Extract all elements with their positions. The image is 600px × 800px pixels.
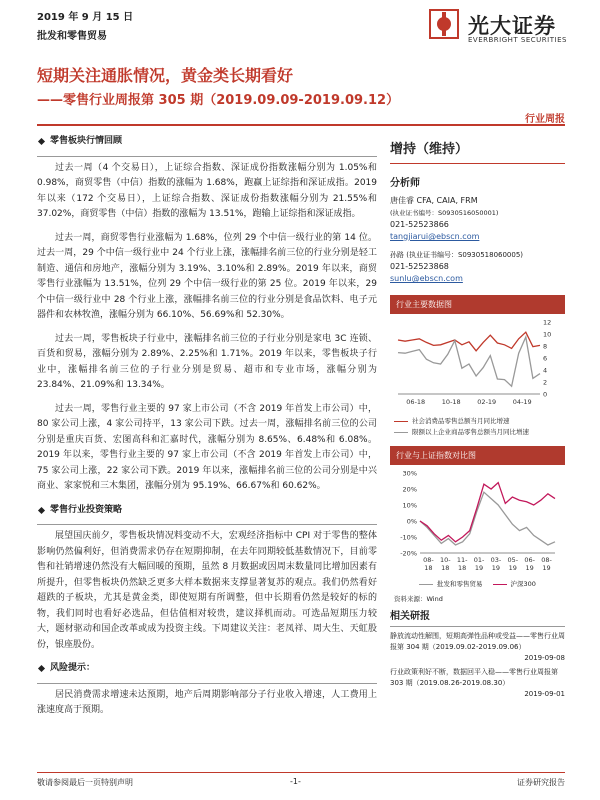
y-tick-label: 12	[543, 318, 552, 327]
x-tick-label: 08-	[423, 556, 434, 564]
main-column	[37, 130, 377, 727]
footer-report-type: 证券研究报告	[517, 778, 565, 787]
chart-title: 行业主要数据图	[390, 295, 565, 314]
x-tick-label: 05-	[507, 556, 519, 564]
series-line	[420, 483, 555, 542]
industry-label: 批发和零售贸易	[37, 31, 107, 42]
footer-disclaimer-note: 敬请参阅最后一页特别声明	[37, 778, 133, 787]
header-divider	[37, 124, 565, 126]
legend-swatch	[394, 432, 408, 433]
legend-swatch	[493, 584, 507, 585]
analyst-cert: (执业证书编号：S0930516050001)	[390, 209, 499, 217]
x-tick-label: 19	[508, 564, 517, 572]
section-divider	[37, 156, 377, 157]
x-tick-label: 18	[441, 564, 450, 572]
related-heading: 相关研报	[390, 611, 430, 622]
paragraph: 过去一周（4 个交易日），上证综合指数、深证成份指数涨幅分别为 1.05%和 0.98%，商贸零售（中信）指数的涨幅为 1.68%，跑赢上证综指和深证成指。2019 年以来（172 个交易日），上证综合指数、深证成份指数涨幅分别为 21.55%和 37.02%，商贸零售（中信）指数的涨幅为 13.51%，跑输上证综指和深证成指。	[37, 162, 377, 219]
page-number: -1-	[290, 777, 301, 786]
y-tick-label: 2	[543, 378, 548, 387]
section-divider	[37, 683, 377, 684]
related-item[interactable]	[390, 667, 565, 700]
chart-index-comparison	[390, 446, 565, 603]
y-tick-label: 20%	[402, 485, 417, 494]
legend-swatch	[419, 584, 433, 585]
y-tick-label: 8	[543, 342, 548, 351]
series-line	[398, 337, 540, 386]
paragraph: 居民消费需求增速未达预期，地产后周期影响部分子行业收入增速，人工费用上涨速度高于预期。	[37, 689, 377, 715]
y-tick-label: 0%	[406, 517, 417, 526]
related-title-link[interactable]: 静放流动性解围，短期高弹性品种或受益——零售行业周报第 304 期（2019.09.02-2019.09.06）	[390, 632, 565, 651]
report-subtitle: ——零售行业周报第 305 期（2019.09.09-2019.09.12）	[37, 93, 400, 108]
paragraph: 展望国庆前夕，零售板块情况料变动不大，宏观经济指标中 CPI 对于零售的整体影响仍然偏利好，但消费需求仍存在短期抑制，在去年同期较低基数情况下，目前零售和社销增速仍然没有大幅回暖的预期，虽然 8 月数据或因周末数量同比增加因素有所提升，但零售板块仍然缺乏更多大样本数据来支撑显著复苏的观点。我们仍然看好超跌的子板块，尤其是黄金类，即使短期有所调整，但中长期看仍然是较好的标的物，我们同时也看好必选品，但估值相对较贵，建议择机而动。可选品短期压力较大，题材驱动和国企改革或成为投资主线。下周建议关注：老凤祥、周大生、天虹股份，银座股份。	[37, 531, 377, 650]
section-strategy	[37, 503, 377, 654]
analyst-1	[390, 195, 565, 243]
legend-item: 批发和零售贸易	[419, 579, 483, 590]
related-date: 2019-09-08	[524, 654, 565, 662]
report-type: 行业周报	[525, 114, 565, 125]
everbright-logo-icon	[428, 8, 460, 40]
chart-industry-data-plot	[390, 314, 565, 414]
section-market-review	[37, 134, 377, 495]
legend-swatch	[394, 421, 408, 422]
section-heading: 零售行业投资策略	[37, 503, 377, 519]
x-tick-label: 01-	[473, 556, 485, 564]
analyst-email-link[interactable]: tangjiarui@ebscn.com	[390, 232, 480, 241]
sidebar	[390, 130, 565, 700]
sidebar-divider	[390, 163, 565, 164]
analyst-phone: 021-52523866	[390, 220, 449, 229]
report-date: 2019 年 9 月 15 日	[37, 12, 134, 23]
footer-divider	[37, 772, 565, 773]
related-item[interactable]	[390, 631, 565, 664]
x-tick-label: 08-	[541, 556, 552, 564]
x-tick-label: 19	[525, 564, 534, 572]
section-risk	[37, 661, 377, 719]
x-tick-label: 19	[491, 564, 501, 572]
x-tick-label: 04-19	[512, 398, 532, 406]
analyst-phone: 021-52523868	[390, 262, 449, 271]
analyst-email-link[interactable]: sunlu@ebscn.com	[390, 274, 463, 283]
paragraph: 过去一周，商贸零售行业涨幅为 1.68%，位列 29 个中信一级行业的第 14 位。过去一周，29 个中信一级行业中 24 个行业上涨，涨幅排名前三位的行业分别是轻工制造、通信和房地产，涨幅分别为 3.19%、3.10%和 2.89%。2019 年以来，商贸零售行业涨幅为 13.51%，位列 29 个中信一级行业的第 25 位。2019 年以来，29 个中信一级行业中 28 个行业上涨，涨幅排名前三位的行业分别是食品饮料、电子元器件和农林牧渔，涨幅分别为 66.10%、56.69%和 52.30%。	[37, 232, 377, 320]
series-line	[420, 492, 555, 545]
x-tick-label: 11-	[456, 556, 468, 564]
analyst-name: 孙路 (执业证书编号：S0930518060005)	[390, 251, 524, 259]
y-tick-label: 6	[543, 354, 548, 363]
sidebar-divider	[390, 626, 565, 627]
paragraph: 过去一周，零售板块子行业中，涨幅排名前三位的子行业分别是家电 3C 连锁、百货和贸易，涨幅分别为 2.89%、2.25%和 1.71%。2019 年以来，零售板块子行业中，涨幅排名前三位的子行业分别是贸易、超市和专业市场，涨幅分别为 23.84%、21.09%和 13.34%。	[37, 333, 377, 390]
x-tick-label: 19	[474, 564, 484, 572]
series-line	[398, 332, 540, 351]
x-tick-label: 18	[458, 564, 467, 572]
y-tick-label: -20%	[400, 549, 417, 558]
x-tick-label: 06-18	[406, 398, 426, 406]
x-tick-label: 03-	[490, 556, 502, 564]
x-tick-label: 10-18	[441, 398, 461, 406]
analyst-2	[390, 249, 565, 285]
logo-text-cn: 光大证券	[468, 13, 556, 38]
legend-item: 限额以上企业商品零售总额当月同比增速	[394, 427, 565, 438]
chart-source: 资料来源：Wind	[394, 595, 443, 603]
company-logo	[428, 6, 568, 46]
chart-legend	[390, 579, 565, 590]
analyst-name: 唐佳睿 CFA, CAIA, FRM	[390, 196, 478, 205]
x-tick-label: 06-	[524, 556, 535, 564]
related-title-link[interactable]: 行业政策利好不断，数据回平入稳——零售行业周报第 303 期（2019.08.26-2019.08.30）	[390, 668, 558, 687]
legend-item: 社会消费品零售总额当月同比增速	[394, 416, 565, 427]
paragraph: 过去一周，零售行业主要的 97 家上市公司（不含 2019 年首发上市公司）中，80 家公司上涨，4 家公司持平，13 家公司下跌。过去一周，涨幅排名前三位的公司分别是重庆百货、宏图高科和汇嘉时代，涨幅分别为 8.65%、6.48%和 6.08%。2019 年以来，零售行业主要的 97 家上市公司（不含 2019 年首发上市公司）中，75 家公司上涨，22 家公司下跌。2019 年以来，涨幅排名前三位的公司分别是中兴商业、家家悦和三木集团，涨幅分别为 95.19%、66.67%和 60.62%。	[37, 403, 377, 491]
y-tick-label: -10%	[400, 533, 417, 542]
legend-item: 沪深300	[493, 579, 536, 590]
x-tick-label: 18	[424, 564, 433, 572]
chart-industry-data	[390, 295, 565, 438]
chart-index-comparison-plot	[390, 465, 565, 577]
rating: 增持（维持）	[390, 142, 469, 157]
y-tick-label: 10%	[402, 501, 417, 510]
y-tick-label: 30%	[402, 469, 417, 478]
diamond-bullet-icon	[38, 138, 45, 145]
related-date: 2019-09-01	[524, 690, 565, 698]
section-heading: 零售板块行情回顾	[37, 134, 377, 150]
x-tick-label: 02-19	[477, 398, 497, 406]
x-tick-label: 19	[542, 564, 551, 572]
x-tick-label: 10-	[440, 556, 451, 564]
y-tick-label: 10	[543, 330, 552, 339]
logo-text-en: EVERBRIGHT SECURITIES	[468, 36, 567, 44]
chart-title: 行业与上证指数对比图	[390, 446, 565, 465]
diamond-bullet-icon	[38, 507, 45, 514]
section-heading: 风险提示：	[37, 661, 377, 677]
report-title: 短期关注通胀情况，黄金类长期看好	[37, 66, 294, 85]
y-tick-label: 4	[543, 366, 548, 375]
y-tick-label: 0	[543, 390, 548, 399]
analyst-heading: 分析师	[390, 178, 420, 189]
diamond-bullet-icon	[38, 665, 45, 672]
section-divider	[37, 524, 377, 525]
